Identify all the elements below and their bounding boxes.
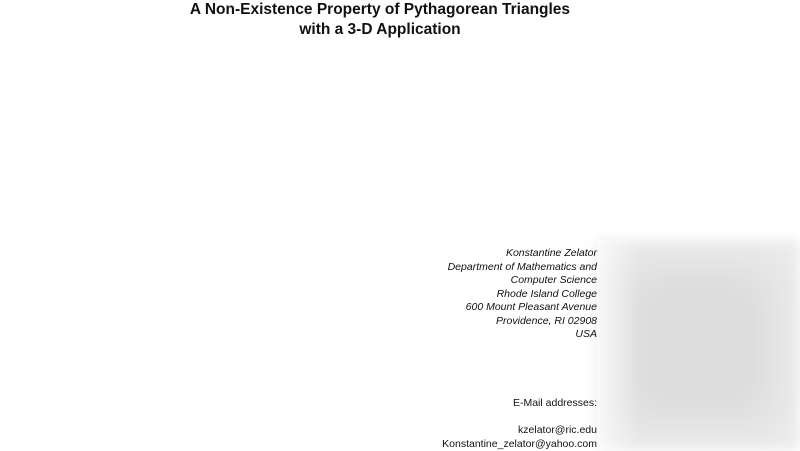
email-block	[442, 397, 597, 451]
city-state-zip: Providence, RI 02908	[448, 315, 597, 329]
blurred-overlay-edge	[597, 240, 800, 450]
country: USA	[448, 328, 597, 342]
spacer	[442, 411, 597, 425]
title-line-2: with a 3-D Application	[0, 20, 760, 40]
street-address: 600 Mount Pleasant Avenue	[448, 301, 597, 315]
department-line-1: Department of Mathematics and	[448, 261, 597, 275]
title-line-1: A Non-Existence Property of Pythagorean Triangles	[0, 0, 760, 20]
email-label: E-Mail addresses:	[442, 397, 597, 411]
paper-title	[0, 0, 760, 40]
email-address-2[interactable]: Konstantine_zelator@yahoo.com	[442, 438, 597, 451]
email-address-1[interactable]: kzelator@ric.edu	[442, 424, 597, 438]
author-name: Konstantine Zelator	[448, 247, 597, 261]
institution: Rhode Island College	[448, 288, 597, 302]
department-line-2: Computer Science	[448, 274, 597, 288]
author-affiliation	[448, 247, 597, 342]
